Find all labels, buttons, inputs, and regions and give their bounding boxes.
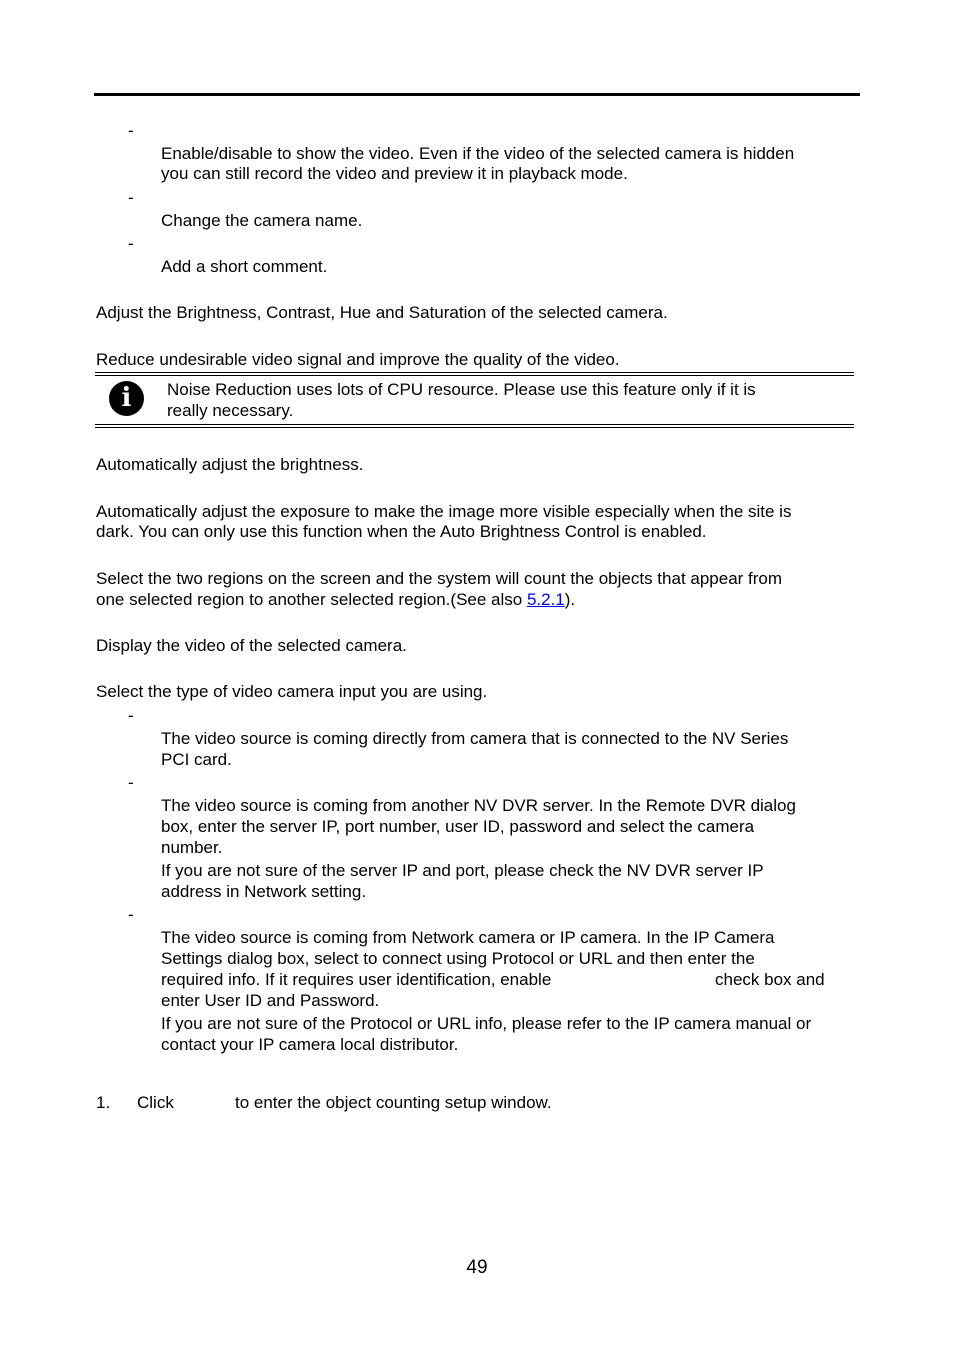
list-item-text: If you are not sure of the server IP and port, please check the NV DVR server IP	[161, 861, 764, 880]
list-item-text: enter User ID and Password.	[161, 991, 380, 1010]
list-item-text: contact your IP camera local distributor.	[161, 1035, 459, 1054]
list-item-text: PCI card.	[161, 750, 232, 769]
note-rule-top	[95, 372, 854, 373]
list-dash: -	[128, 773, 134, 792]
page-number: 49	[466, 1257, 488, 1278]
list-item-text: The video source is coming directly from camera that is connected to the NV Series	[161, 729, 789, 748]
header-rule	[94, 93, 860, 96]
list-item-text: Add a short comment.	[161, 257, 328, 276]
paragraph-auto-exposure: dark. You can only use this function when the Auto Brightness Control is enabled.	[96, 522, 707, 541]
info-icon: i	[109, 381, 144, 416]
note-rule-bottom	[95, 427, 854, 428]
list-item-text: number.	[161, 838, 223, 857]
list-item-text: address in Network setting.	[161, 882, 367, 901]
list-item-text: box, enter the server IP, port number, user ID, password and select the camera	[161, 817, 755, 836]
note-rule-bottom-inner	[95, 424, 854, 425]
paragraph-adjust: Adjust the Brightness, Contrast, Hue and Saturation of the selected camera.	[96, 303, 668, 322]
note-text: really necessary.	[167, 401, 294, 420]
paragraph-auto-exposure: Automatically adjust the exposure to make the image more visible especially when the site is	[96, 502, 792, 521]
step-number: 1.	[96, 1093, 111, 1112]
object-count-text: one selected region to another selected region.(See also	[96, 590, 527, 609]
paragraph-auto-brightness: Automatically adjust the brightness.	[96, 455, 364, 474]
step-text: to enter the object counting setup window.	[235, 1093, 552, 1112]
list-item-text: The video source is coming from another NV DVR server. In the Remote DVR dialog	[161, 796, 796, 815]
paragraph-reduce: Reduce undesirable video signal and improve the quality of the video.	[96, 350, 620, 369]
list-dash: -	[128, 188, 134, 207]
list-dash: -	[128, 121, 134, 140]
note-text: Noise Reduction uses lots of CPU resource. Please use this feature only if it is	[167, 380, 756, 399]
paragraph-display: Display the video of the selected camera.	[96, 636, 407, 655]
section-link[interactable]: 5.2.1	[526, 590, 565, 609]
list-item-text: required info. If it requires user identification, enable	[161, 970, 552, 989]
step-click-label: Click	[137, 1093, 174, 1112]
list-dash: -	[128, 706, 134, 725]
paragraph-object-count: Select the two regions on the screen and the system will count the objects that appear from	[96, 569, 783, 588]
list-item-text: Enable/disable to show the video. Even if the video of the selected camera is hidden	[161, 144, 795, 163]
object-count-text-end: ).	[564, 590, 576, 609]
list-item-text: Change the camera name.	[161, 211, 363, 230]
list-item-text: The video source is coming from Network camera or IP camera. In the IP Camera	[161, 928, 775, 947]
paragraph-object-count	[96, 589, 575, 610]
note-rule-top-inner	[95, 375, 854, 376]
list-item-text: If you are not sure of the Protocol or URL info, please refer to the IP camera manual or	[161, 1014, 812, 1033]
list-item-text: check box and	[715, 970, 825, 989]
paragraph-select-type: Select the type of video camera input you are using.	[96, 682, 488, 701]
list-item-text: Settings dialog box, select to connect using Protocol or URL and then enter the	[161, 949, 755, 968]
list-dash: -	[128, 905, 134, 924]
list-item-text: you can still record the video and preview it in playback mode.	[161, 164, 628, 183]
list-dash: -	[128, 234, 134, 253]
